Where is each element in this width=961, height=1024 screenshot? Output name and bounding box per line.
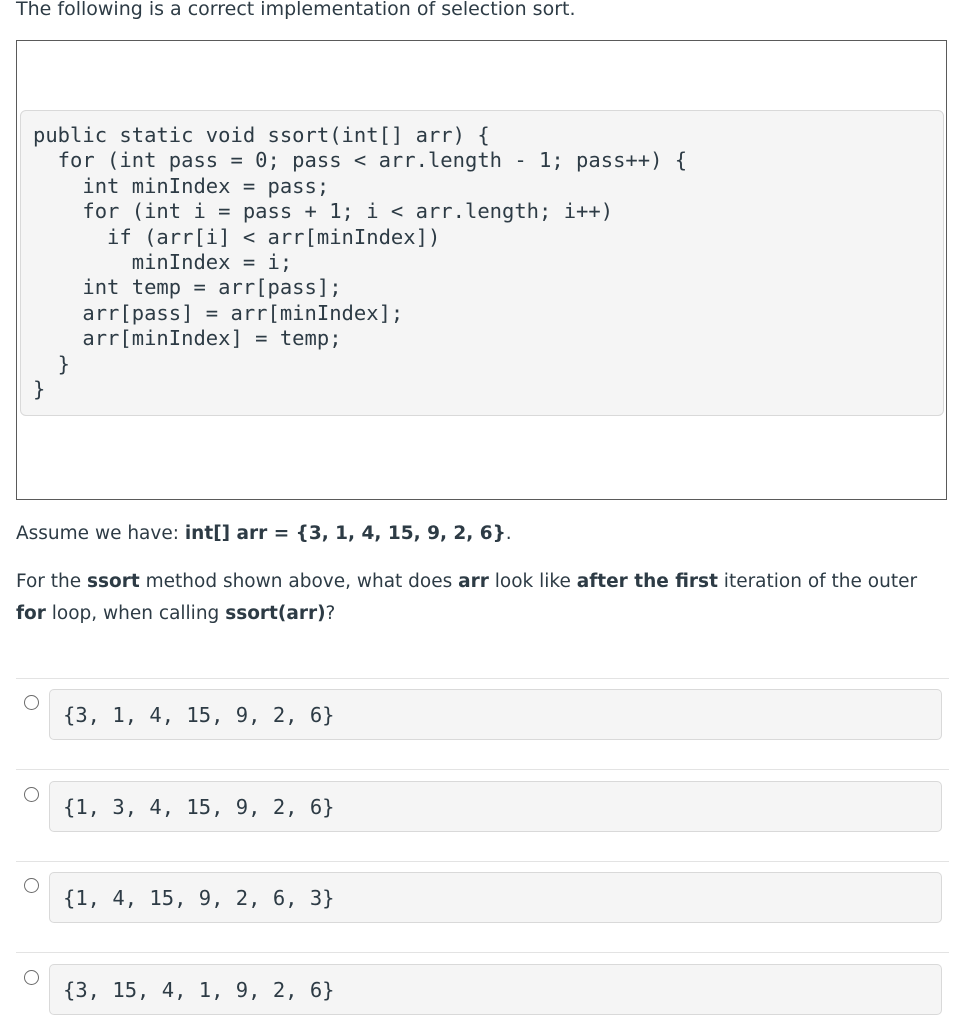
code-line: arr[pass] = arr[minIndex];: [33, 300, 404, 325]
option-3-radio[interactable]: [24, 878, 39, 893]
code-line: }: [33, 376, 46, 401]
code-line: int temp = arr[pass];: [33, 275, 342, 300]
option-1-radio[interactable]: [24, 695, 39, 710]
array-declaration: int[] arr = {3, 1, 4, 15, 9, 2, 6}: [184, 523, 506, 544]
option-divider: [16, 769, 949, 770]
option-4-answer[interactable]: {3, 15, 4, 1, 9, 2, 6}: [49, 964, 942, 1015]
code-line: arr[minIndex] = temp;: [33, 326, 342, 351]
code-line: for (int i = pass + 1; i < arr.length; i++): [33, 199, 614, 224]
code-line: for (int pass = 0; pass < arr.length - 1; pass++) {: [33, 148, 688, 173]
option-3-answer[interactable]: {1, 4, 15, 9, 2, 6, 3}: [49, 872, 942, 923]
option-4-radio[interactable]: [24, 970, 39, 985]
option-divider: [16, 678, 949, 679]
option-1-answer[interactable]: {3, 1, 4, 15, 9, 2, 6}: [49, 689, 942, 740]
option-2-answer[interactable]: {1, 3, 4, 15, 9, 2, 6}: [49, 781, 942, 832]
option-divider: [16, 861, 949, 862]
question-intro: The following is a correct implementation of selection sort.: [16, 0, 576, 20]
code-line: }: [33, 351, 71, 376]
code-block: [20, 110, 944, 416]
code-line: public static void ssort(int[] arr) {: [33, 123, 490, 147]
code-line: if (arr[i] < arr[minIndex]): [33, 224, 441, 249]
option-2-radio[interactable]: [24, 787, 39, 802]
question-prompt: For the ssort method shown above, what does arr look like after the first iteration of the outer for loop, when calling ssort(arr)?: [16, 571, 918, 624]
code-line: minIndex = i;: [33, 249, 293, 274]
code-line: int minIndex = pass;: [33, 173, 330, 198]
option-divider: [16, 952, 949, 953]
assume-statement: Assume we have: int[] arr = {3, 1, 4, 15, 9, 2, 6}.: [16, 523, 512, 544]
